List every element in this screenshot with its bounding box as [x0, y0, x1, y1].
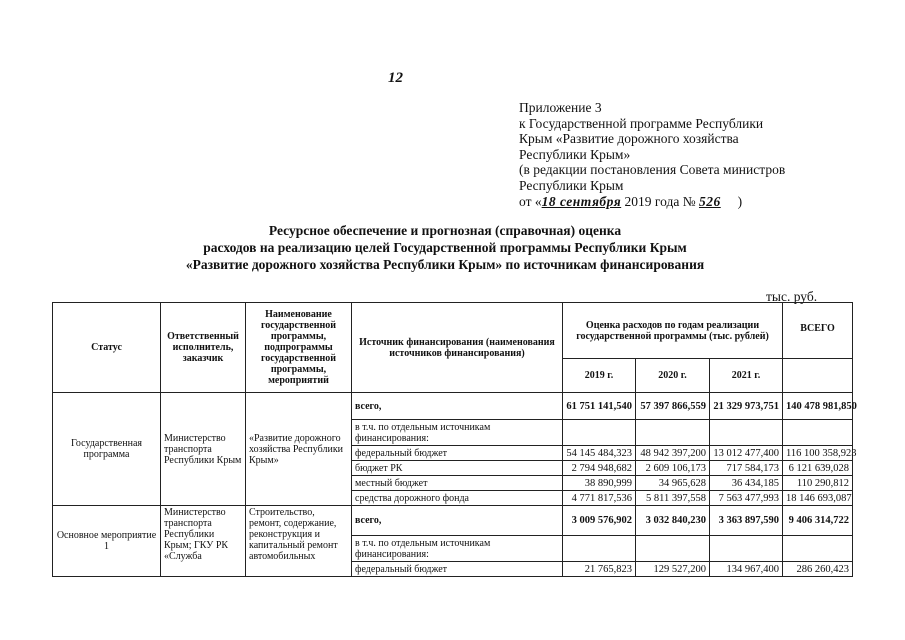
value-total: 6 121 639,028	[783, 461, 853, 476]
date-suffix: )	[737, 193, 743, 209]
source-cell: всего,	[352, 393, 563, 420]
table-row	[53, 506, 853, 536]
value-2019: 2 794 948,682	[563, 461, 636, 476]
value-2019: 3 009 576,902	[563, 506, 636, 536]
source-cell: средства дорожного фонда	[352, 491, 563, 506]
header-source: Источник финансирования (наименования источников финансирования)	[352, 303, 563, 393]
value-total: 18 146 693,087	[783, 491, 853, 506]
value-2020: 48 942 397,200	[636, 446, 710, 461]
value-2020: 2 609 106,173	[636, 461, 710, 476]
group-name: Строительство, ремонт, содержание, реконструкция и капитальный ремонт автомобильных	[246, 506, 352, 577]
header-year-2020: 2020 г.	[636, 359, 710, 393]
value-2021	[710, 536, 783, 562]
value-2021: 3 363 897,590	[710, 506, 783, 536]
value-2019: 21 765,823	[563, 562, 636, 577]
group-name: «Развитие дорожного хозяйства Республики Крым»	[246, 393, 352, 506]
appendix-line: к Государственной программе Республики	[519, 115, 764, 131]
appendix-date-line	[519, 194, 839, 210]
value-2020: 57 397 866,559	[636, 393, 710, 420]
header-estimate: Оценка расходов по годам реализации государственной программы (тыс. рублей)	[563, 303, 783, 359]
value-2019: 4 771 817,536	[563, 491, 636, 506]
appendix-line: (в редакции постановления Совета министров	[519, 162, 786, 178]
header-executor: Ответственный исполнитель, заказчик	[161, 303, 246, 393]
group-executor: Министерство транспорта Республики Крым	[161, 393, 246, 506]
header-year-empty	[783, 359, 853, 393]
source-cell: местный бюджет	[352, 476, 563, 491]
handwritten-doc-number: 526	[698, 193, 721, 209]
table-row	[53, 393, 853, 420]
value-2020: 34 965,628	[636, 476, 710, 491]
value-2021: 134 967,400	[710, 562, 783, 577]
value-total: 286 260,423	[783, 562, 853, 577]
value-total: 116 100 358,923	[783, 446, 853, 461]
value-2021: 21 329 973,751	[710, 393, 783, 420]
title-line-1: Ресурсное обеспечение и прогнозная (справочная) оценка	[268, 223, 622, 238]
value-2020	[636, 536, 710, 562]
document-title	[120, 222, 770, 273]
group-executor: Министерство транспорта Республики Крым; ГКУ РК «Служба	[161, 506, 246, 577]
header-year-2021: 2021 г.	[710, 359, 783, 393]
source-cell: всего,	[352, 506, 563, 536]
source-cell: федеральный бюджет	[352, 446, 563, 461]
appendix-line: Крым «Развитие дорожного хозяйства	[519, 131, 739, 147]
source-cell: в т.ч. по отдельным источникам финансирования:	[352, 420, 563, 446]
group-status: Государственная программа	[53, 393, 161, 506]
value-total: 110 290,812	[783, 476, 853, 491]
value-2019: 54 145 484,323	[563, 446, 636, 461]
header-status: Статус	[53, 303, 161, 393]
date-prefix: от «	[519, 193, 542, 209]
value-2021: 7 563 477,993	[710, 491, 783, 506]
appendix-line: Республики Крым	[519, 177, 624, 193]
value-total	[783, 420, 853, 446]
header-row	[53, 303, 853, 359]
value-2019	[563, 536, 636, 562]
value-2021: 717 584,173	[710, 461, 783, 476]
value-total	[783, 536, 853, 562]
header-year-2019: 2019 г.	[563, 359, 636, 393]
source-cell: в т.ч. по отдельным источникам финансирования:	[352, 536, 563, 562]
value-2020	[636, 420, 710, 446]
date-year: 2019 года №	[621, 193, 696, 209]
appendix-block	[519, 100, 839, 209]
value-total: 140 478 981,850	[783, 393, 853, 420]
value-2019: 38 890,999	[563, 476, 636, 491]
value-2020: 5 811 397,558	[636, 491, 710, 506]
value-2019	[563, 420, 636, 446]
value-2021: 13 012 477,400	[710, 446, 783, 461]
value-2019: 61 751 141,540	[563, 393, 636, 420]
group-status: Основное мероприятие 1	[53, 506, 161, 577]
page-number: 12	[388, 70, 403, 86]
source-cell: федеральный бюджет	[352, 562, 563, 577]
value-total: 9 406 314,722	[783, 506, 853, 536]
title-line-3: «Развитие дорожного хозяйства Республики Крым» по источникам финансирования	[185, 257, 705, 272]
value-2021: 36 434,185	[710, 476, 783, 491]
title-line-2: расходов на реализацию целей Государственной программы Республики Крым	[203, 240, 687, 255]
value-2021	[710, 420, 783, 446]
source-cell: бюджет РК	[352, 461, 563, 476]
header-total: ВСЕГО	[783, 303, 853, 359]
header-name: Наименование государственной программы, подпрограммы государственной программы, мероприятий	[246, 303, 352, 393]
value-2020: 3 032 840,230	[636, 506, 710, 536]
financing-table	[52, 302, 857, 577]
appendix-line: Приложение 3	[519, 100, 602, 115]
units-label: тыс. руб.	[766, 289, 818, 304]
appendix-line: Республики Крым»	[519, 146, 631, 162]
handwritten-date: 18 сентября	[541, 193, 622, 209]
value-2020: 129 527,200	[636, 562, 710, 577]
